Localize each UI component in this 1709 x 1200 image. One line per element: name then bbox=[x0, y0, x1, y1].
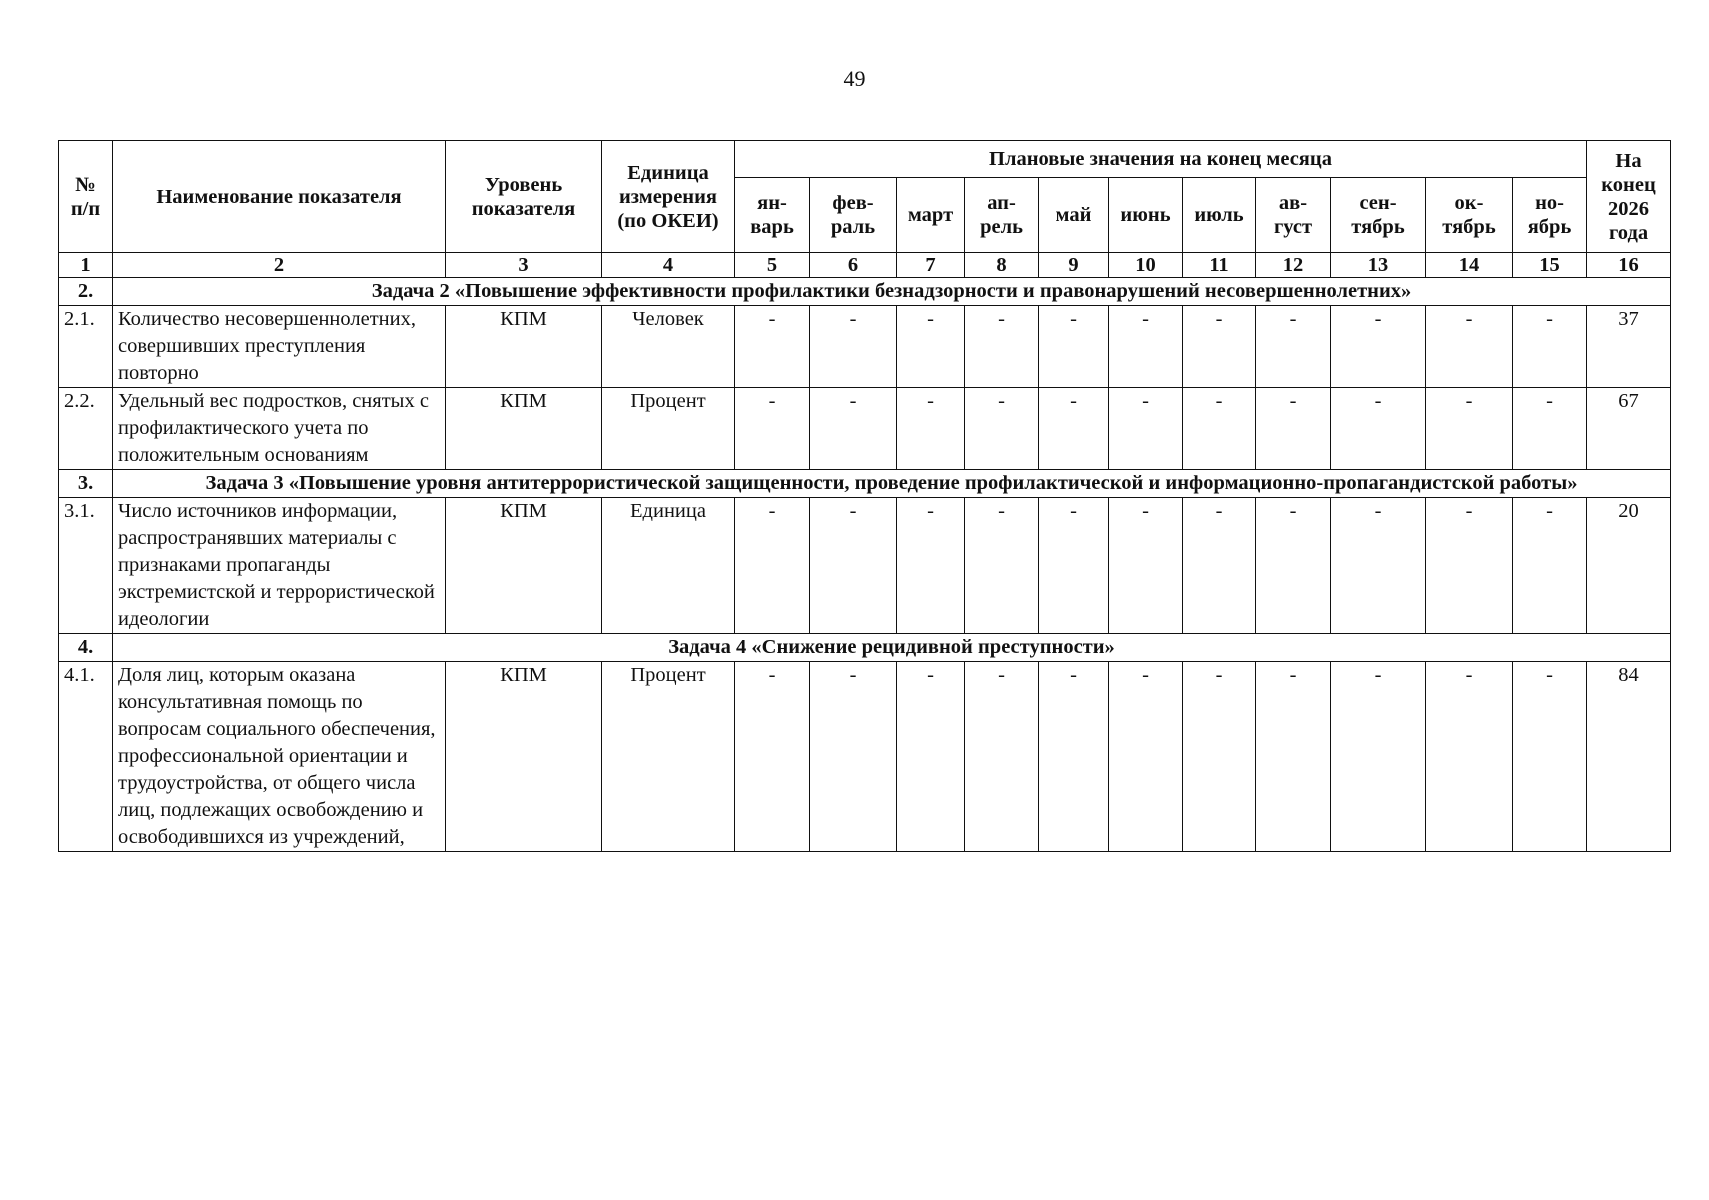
month-value: - bbox=[897, 388, 965, 470]
column-number: 10 bbox=[1109, 253, 1183, 278]
month-value: - bbox=[1256, 388, 1331, 470]
month-value: - bbox=[1039, 388, 1109, 470]
indicator-number: 2.2. bbox=[59, 388, 113, 470]
indicator-name: Доля лиц, которым оказана консультативная помощь по вопросам социального обеспечения, профессиональной ориентации и трудоустройства, от общего числа лиц, подлежащих освобождению и освободившихся из учреждений, bbox=[113, 662, 446, 852]
month-value: - bbox=[1109, 662, 1183, 852]
indicator-row bbox=[59, 498, 1671, 634]
month-value: - bbox=[735, 388, 810, 470]
indicator-row bbox=[59, 662, 1671, 852]
month-value: - bbox=[1256, 306, 1331, 388]
task-title: Задача 3 «Повышение уровня антитеррористической защищенности, проведение профилактической и информационно-пропагандистской работы» bbox=[113, 470, 1671, 498]
month-value: - bbox=[1109, 388, 1183, 470]
indicator-unit: Процент bbox=[602, 662, 735, 852]
column-number: 8 bbox=[965, 253, 1039, 278]
month-value: - bbox=[1039, 498, 1109, 634]
month-value: - bbox=[1513, 306, 1587, 388]
month-value: - bbox=[965, 306, 1039, 388]
month-value: - bbox=[810, 306, 897, 388]
month-value: - bbox=[1426, 662, 1513, 852]
column-number-row bbox=[59, 253, 1671, 278]
plan-table bbox=[58, 140, 1671, 852]
month-value: - bbox=[965, 388, 1039, 470]
header-level: Уровень показателя bbox=[446, 141, 602, 253]
header-month: март bbox=[897, 178, 965, 253]
column-number: 13 bbox=[1331, 253, 1426, 278]
indicator-level: КПМ bbox=[446, 662, 602, 852]
final-value: 20 bbox=[1587, 498, 1671, 634]
month-value: - bbox=[1426, 388, 1513, 470]
month-value: - bbox=[965, 662, 1039, 852]
indicator-name: Количество несовершеннолетних, совершивших преступления повторно bbox=[113, 306, 446, 388]
task-row bbox=[59, 278, 1671, 306]
header-month: июль bbox=[1183, 178, 1256, 253]
month-value: - bbox=[1426, 498, 1513, 634]
task-number: 2. bbox=[59, 278, 113, 306]
task-row bbox=[59, 634, 1671, 662]
indicator-level: КПМ bbox=[446, 306, 602, 388]
month-value: - bbox=[897, 662, 965, 852]
column-number: 15 bbox=[1513, 253, 1587, 278]
month-value: - bbox=[1256, 498, 1331, 634]
month-value: - bbox=[735, 498, 810, 634]
column-number: 3 bbox=[446, 253, 602, 278]
indicator-row bbox=[59, 306, 1671, 388]
indicator-number: 3.1. bbox=[59, 498, 113, 634]
task-number: 4. bbox=[59, 634, 113, 662]
month-value: - bbox=[735, 662, 810, 852]
month-value: - bbox=[1513, 662, 1587, 852]
header-month: ян-варь bbox=[735, 178, 810, 253]
header-month: май bbox=[1039, 178, 1109, 253]
header-month: фев-раль bbox=[810, 178, 897, 253]
indicator-number: 4.1. bbox=[59, 662, 113, 852]
month-value: - bbox=[1039, 306, 1109, 388]
month-value: - bbox=[1331, 388, 1426, 470]
header-month: сен-тябрь bbox=[1331, 178, 1426, 253]
indicator-row bbox=[59, 388, 1671, 470]
month-value: - bbox=[1109, 498, 1183, 634]
header-unit: Единица измерения (по ОКЕИ) bbox=[602, 141, 735, 253]
task-number: 3. bbox=[59, 470, 113, 498]
column-number: 9 bbox=[1039, 253, 1109, 278]
month-value: - bbox=[1331, 306, 1426, 388]
month-value: - bbox=[1256, 662, 1331, 852]
indicator-level: КПМ bbox=[446, 388, 602, 470]
month-value: - bbox=[1109, 306, 1183, 388]
indicator-unit: Человек bbox=[602, 306, 735, 388]
month-value: - bbox=[810, 498, 897, 634]
month-value: - bbox=[965, 498, 1039, 634]
header-final: На конец 2026 года bbox=[1587, 141, 1671, 253]
indicator-name: Число источников информации, распространявших материалы с признаками пропаганды экстремистской и террористической идеологии bbox=[113, 498, 446, 634]
header-month: ав-густ bbox=[1256, 178, 1331, 253]
month-value: - bbox=[810, 662, 897, 852]
column-number: 7 bbox=[897, 253, 965, 278]
indicator-unit: Единица bbox=[602, 498, 735, 634]
column-number: 6 bbox=[810, 253, 897, 278]
header-name: Наименование показателя bbox=[113, 141, 446, 253]
month-value: - bbox=[1513, 498, 1587, 634]
month-value: - bbox=[1039, 662, 1109, 852]
month-value: - bbox=[897, 306, 965, 388]
header-month: ап-рель bbox=[965, 178, 1039, 253]
month-value: - bbox=[897, 498, 965, 634]
column-number: 12 bbox=[1256, 253, 1331, 278]
column-number: 1 bbox=[59, 253, 113, 278]
column-number: 16 bbox=[1587, 253, 1671, 278]
month-value: - bbox=[735, 306, 810, 388]
task-title: Задача 2 «Повышение эффективности профилактики безнадзорности и правонарушений несовершеннолетних» bbox=[113, 278, 1671, 306]
header-month: ок-тябрь bbox=[1426, 178, 1513, 253]
month-value: - bbox=[1513, 388, 1587, 470]
task-title: Задача 4 «Снижение рецидивной преступности» bbox=[113, 634, 1671, 662]
column-number: 14 bbox=[1426, 253, 1513, 278]
header-plan-group: Плановые значения на конец месяца bbox=[735, 141, 1587, 178]
month-value: - bbox=[1183, 306, 1256, 388]
task-row bbox=[59, 470, 1671, 498]
month-value: - bbox=[1331, 498, 1426, 634]
header-month: но-ябрь bbox=[1513, 178, 1587, 253]
column-number: 2 bbox=[113, 253, 446, 278]
final-value: 84 bbox=[1587, 662, 1671, 852]
month-value: - bbox=[1426, 306, 1513, 388]
indicator-unit: Процент bbox=[602, 388, 735, 470]
column-number: 11 bbox=[1183, 253, 1256, 278]
month-value: - bbox=[1331, 662, 1426, 852]
page-number: 49 bbox=[843, 66, 866, 91]
month-value: - bbox=[1183, 388, 1256, 470]
indicator-number: 2.1. bbox=[59, 306, 113, 388]
column-number: 4 bbox=[602, 253, 735, 278]
indicator-name: Удельный вес подростков, снятых с профилактического учета по положительным основаниям bbox=[113, 388, 446, 470]
month-value: - bbox=[1183, 662, 1256, 852]
final-value: 37 bbox=[1587, 306, 1671, 388]
header-num: № п/п bbox=[59, 141, 113, 253]
month-value: - bbox=[1183, 498, 1256, 634]
month-value: - bbox=[810, 388, 897, 470]
header-month: июнь bbox=[1109, 178, 1183, 253]
final-value: 67 bbox=[1587, 388, 1671, 470]
column-number: 5 bbox=[735, 253, 810, 278]
indicator-level: КПМ bbox=[446, 498, 602, 634]
